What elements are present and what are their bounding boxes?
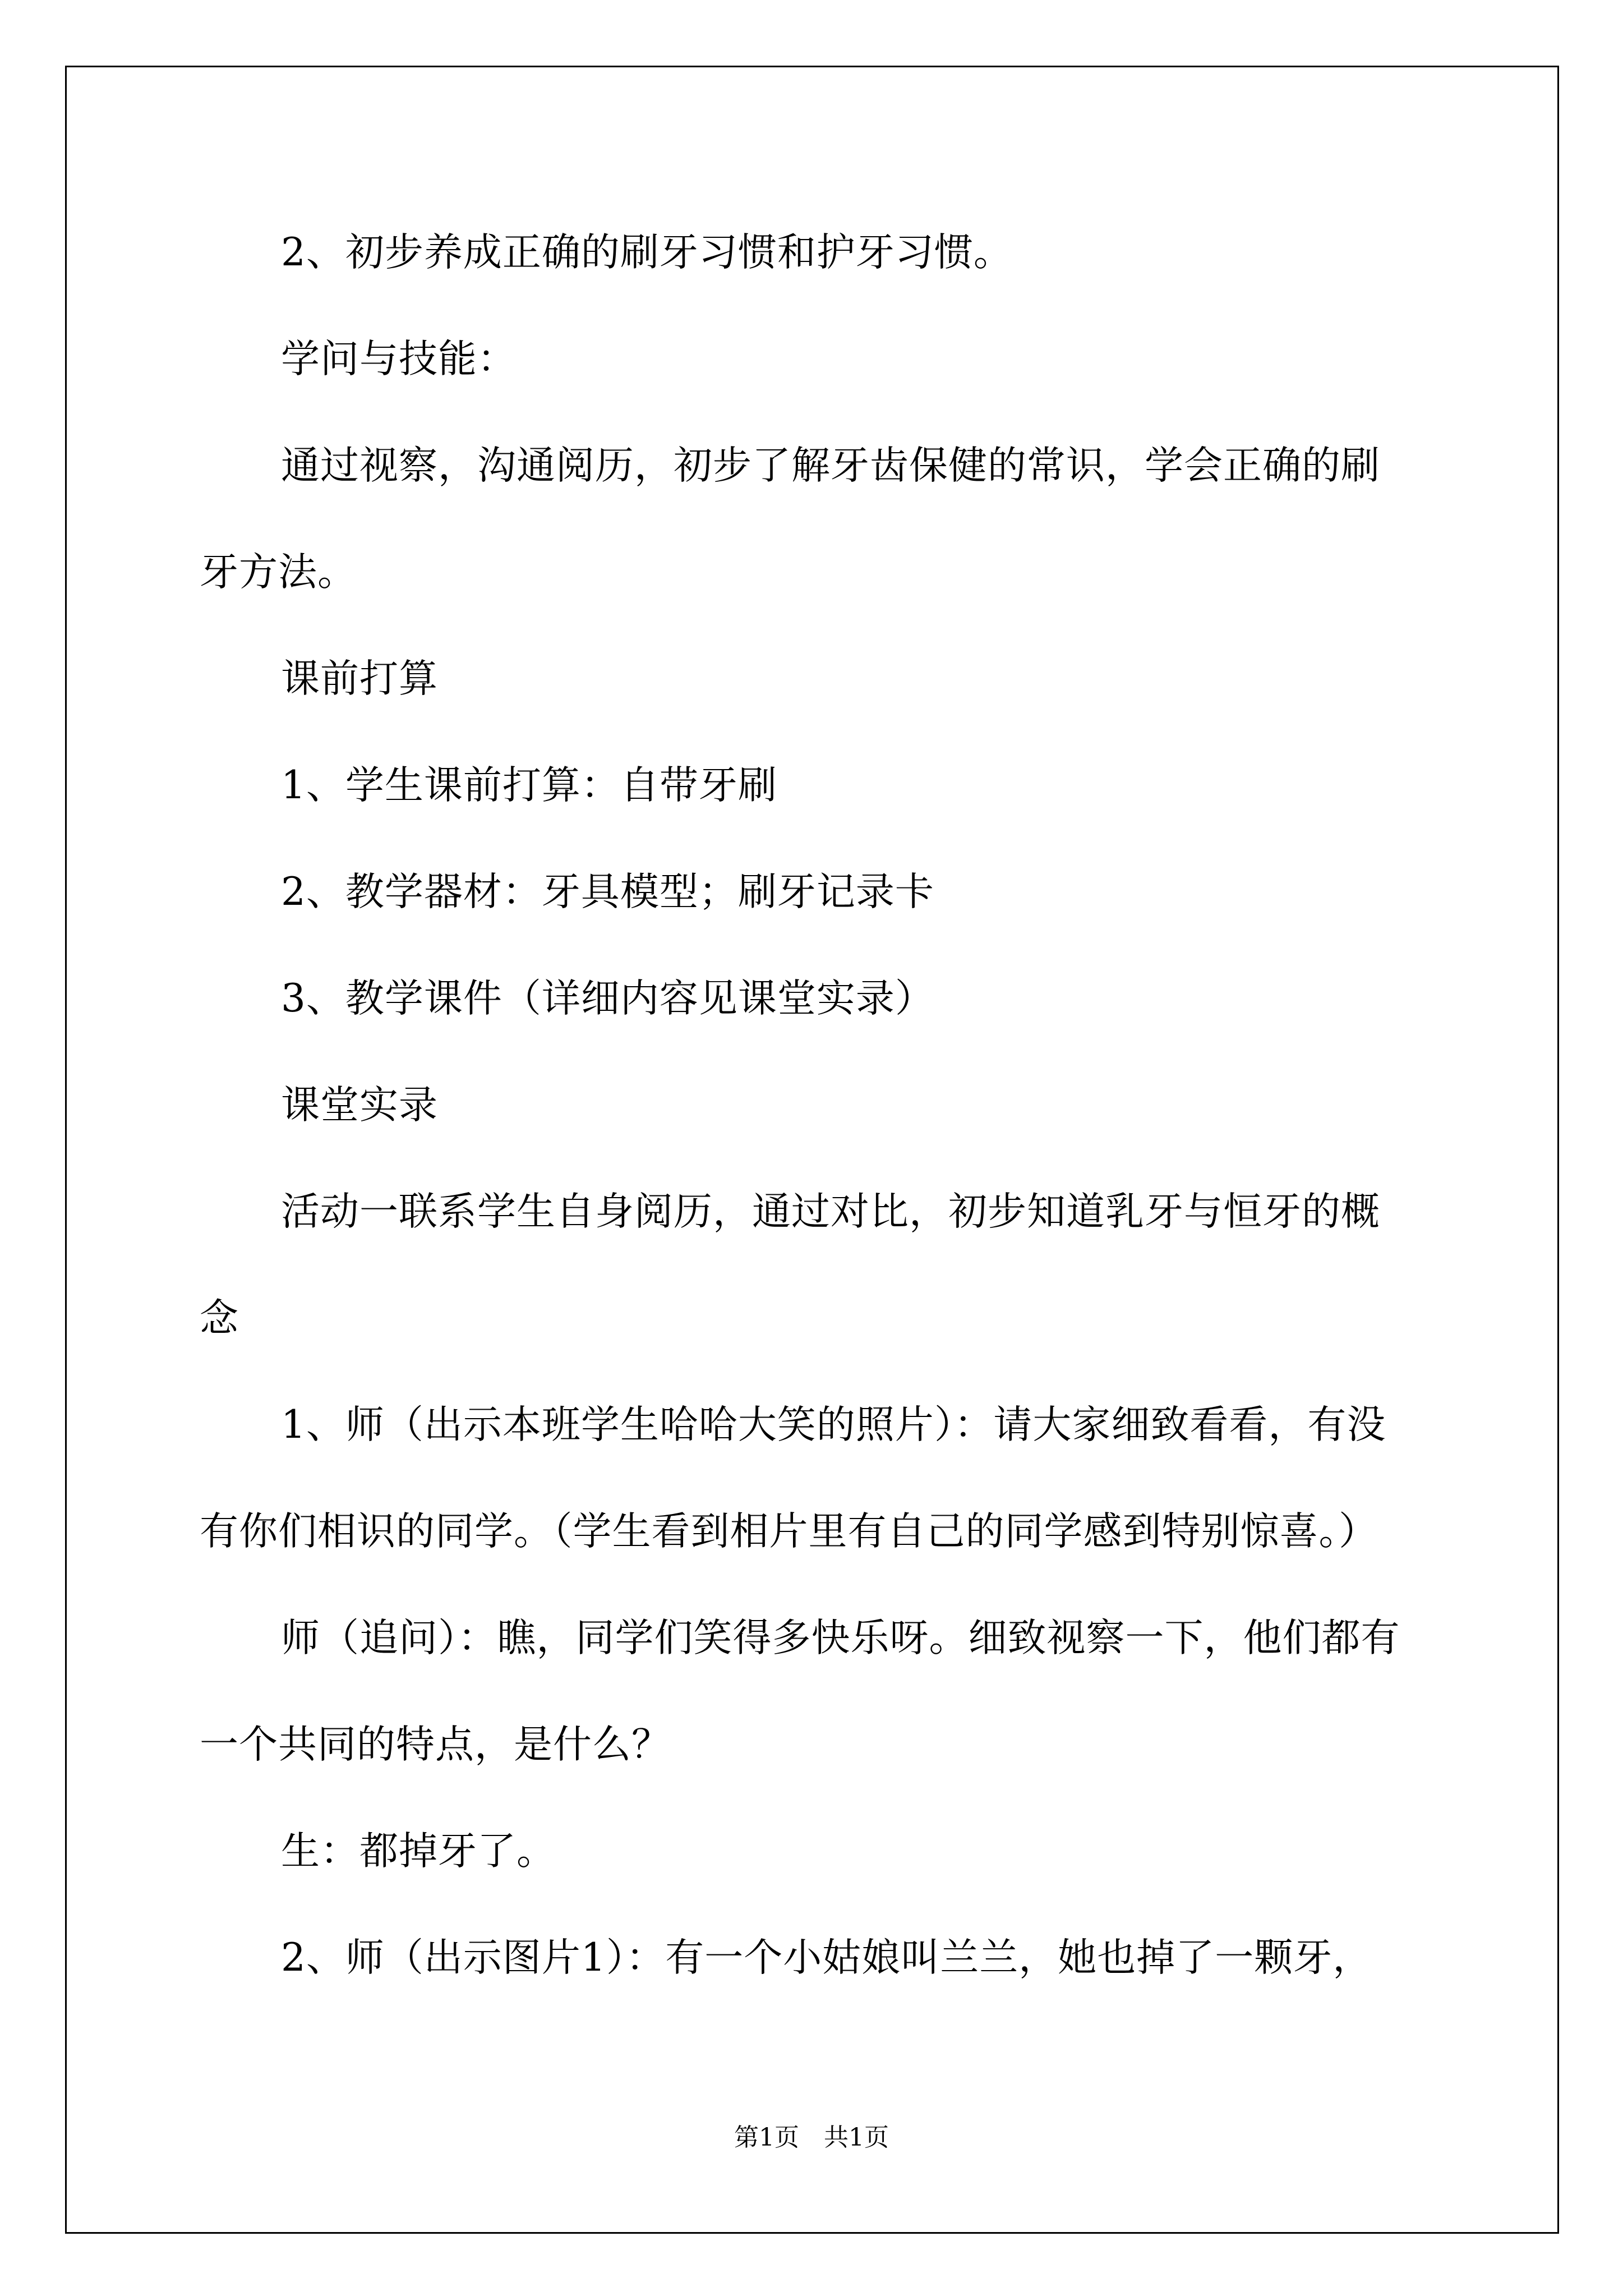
paragraph-line: 生：都掉牙了。: [281, 1829, 556, 1874]
paragraph-line: 2、教学器材：牙具模型；刷牙记录卡: [281, 869, 934, 914]
section-heading: 课前打算: [281, 656, 438, 701]
paragraph-line: 3、教学课件（详细内容见课堂实录）: [281, 976, 934, 1021]
paragraph-line: 念: [200, 1296, 239, 1341]
paragraph-line: 有你们相识的同学。（学生看到相片里有自己的同学感到特别惊喜。）: [200, 1509, 1378, 1554]
paragraph-line: 学问与技能：: [281, 337, 517, 381]
page-border: [65, 66, 1559, 2234]
section-heading: 课堂实录: [281, 1083, 438, 1128]
paragraph-line: 1、师（出示本班学生哈哈大笑的照片）：请大家细致看看，有没: [281, 1402, 1386, 1447]
paragraph-line: 2、师（出示图片1）：有一个小姑娘叫兰兰，她也掉了一颗牙，: [281, 1935, 1372, 1980]
paragraph-line: 活动一联系学生自身阅历，通过对比，初步知道乳牙与恒牙的概: [281, 1189, 1380, 1234]
paragraph-line: 牙方法。: [200, 550, 357, 595]
paragraph-line: 2、初步养成正确的刷牙习惯和护牙习惯。: [281, 230, 1013, 275]
paragraph-line: 1、学生课前打算：自带牙刷: [281, 763, 777, 808]
paragraph-line: 通过视察，沟通阅历，初步了解牙齿保健的常识，学会正确的刷: [281, 443, 1380, 488]
paragraph-line: 师（追问）：瞧，同学们笑得多快乐呀。细致视察一下，他们都有: [281, 1616, 1400, 1660]
page-number: 第1页 共1页: [734, 2123, 889, 2152]
paragraph-line: 一个共同的特点，是什么？: [200, 1722, 671, 1767]
